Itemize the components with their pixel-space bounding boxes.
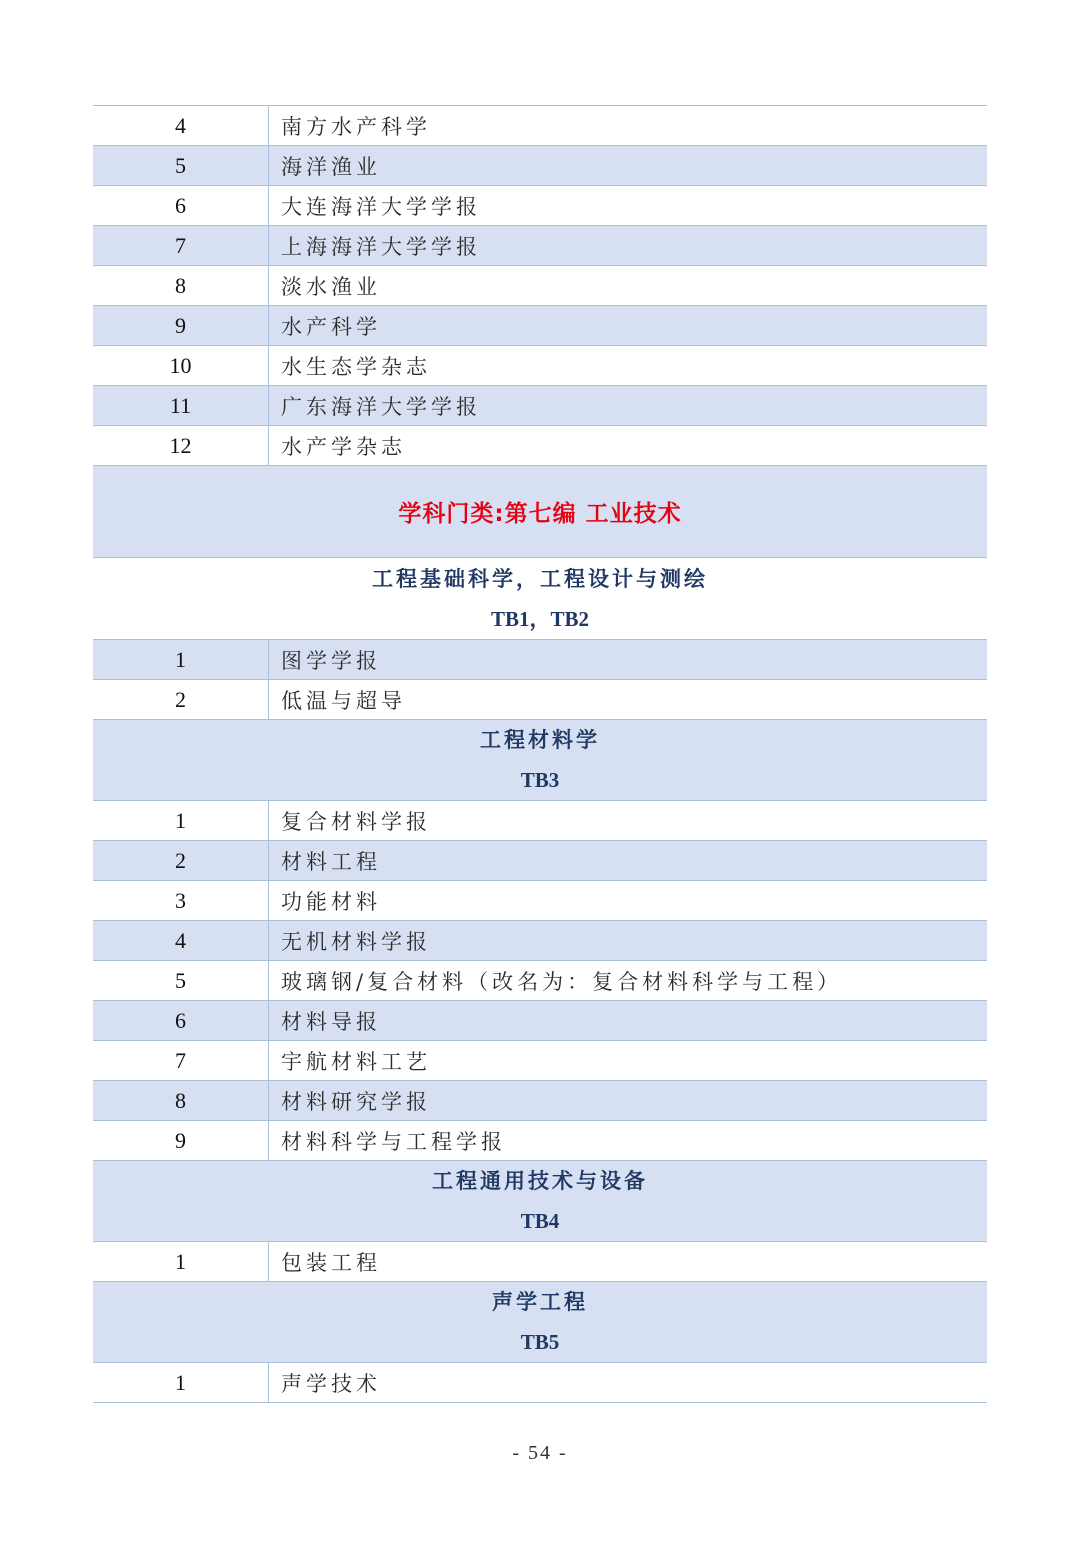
- journal-name: 上海海洋大学学报: [281, 234, 481, 259]
- table-row: [93, 186, 987, 226]
- row-number: 6: [93, 186, 269, 225]
- row-number: 2: [93, 841, 269, 880]
- journal-name: 低温与超导: [281, 688, 406, 713]
- row-number: 4: [93, 106, 269, 145]
- journal-name: 材料工程: [281, 849, 381, 874]
- row-number: 6: [93, 1001, 269, 1040]
- table-row: [93, 1363, 987, 1403]
- category-title: 工程基础科学，工程设计与测绘: [372, 566, 708, 591]
- table-row: [93, 841, 987, 881]
- row-number: 9: [93, 1121, 269, 1160]
- table-row: [93, 1081, 987, 1121]
- journal-name: 功能材料: [281, 889, 381, 914]
- table-row: [93, 881, 987, 921]
- section-title: 学科门类:第七编 工业技术: [398, 501, 682, 527]
- journal-name: 南方水产科学: [281, 114, 431, 139]
- journal-name: 材料研究学报: [281, 1089, 431, 1114]
- category-header: [93, 1161, 987, 1242]
- row-number: 5: [93, 146, 269, 185]
- table-row: [93, 346, 987, 386]
- row-number: 2: [93, 680, 269, 719]
- category-code: TB4: [520, 1209, 560, 1233]
- table-row: [93, 1242, 987, 1282]
- row-number: 7: [93, 226, 269, 265]
- table-row: [93, 426, 987, 466]
- row-number: 1: [93, 801, 269, 840]
- journal-name: 玻璃钢/复合材料（改名为：复合材料科学与工程）: [281, 969, 843, 994]
- row-number: 1: [93, 640, 269, 679]
- row-number: 9: [93, 306, 269, 345]
- table-row: [93, 1121, 987, 1161]
- row-number: 12: [93, 426, 269, 465]
- table-row: [93, 386, 987, 426]
- category-title: 工程材料学: [480, 728, 600, 752]
- journal-name: 水产学杂志: [281, 434, 406, 459]
- journal-name: 海洋渔业: [281, 154, 381, 179]
- row-number: 7: [93, 1041, 269, 1080]
- row-number: 8: [93, 266, 269, 305]
- table-row: [93, 306, 987, 346]
- journal-name: 材料导报: [281, 1009, 381, 1034]
- journal-name: 大连海洋大学学报: [281, 194, 481, 219]
- table-row: [93, 921, 987, 961]
- journal-table: [93, 105, 987, 1403]
- table-row: [93, 266, 987, 306]
- category-code: TB3: [520, 768, 560, 792]
- category-title: 工程通用技术与设备: [432, 1169, 648, 1193]
- journal-name: 声学技术: [281, 1371, 381, 1396]
- row-number: 10: [93, 346, 269, 385]
- journal-name: 宇航材料工艺: [281, 1049, 431, 1074]
- journal-name: 无机材料学报: [281, 929, 431, 954]
- table-row: [93, 146, 987, 186]
- table-row: [93, 106, 987, 146]
- journal-name: 水产科学: [281, 314, 381, 339]
- table-row: [93, 1041, 987, 1081]
- table-row: [93, 680, 987, 720]
- table-row: [93, 226, 987, 266]
- category-title: 声学工程: [492, 1290, 588, 1314]
- page-number: - 54 -: [512, 1442, 568, 1464]
- table-row: [93, 961, 987, 1001]
- row-number: 8: [93, 1081, 269, 1120]
- section-header: [93, 466, 987, 558]
- row-number: 5: [93, 961, 269, 1000]
- category-header: [93, 1282, 987, 1363]
- table-row: [93, 801, 987, 841]
- category-code: TB5: [520, 1330, 560, 1354]
- row-number: 4: [93, 921, 269, 960]
- row-number: 3: [93, 881, 269, 920]
- journal-name: 材料科学与工程学报: [281, 1129, 506, 1154]
- row-number: 1: [93, 1363, 269, 1402]
- journal-name: 水生态学杂志: [281, 354, 431, 379]
- journal-name: 广东海洋大学学报: [281, 394, 481, 419]
- journal-name: 淡水渔业: [281, 274, 381, 299]
- table-row: [93, 1001, 987, 1041]
- journal-name: 复合材料学报: [281, 809, 431, 834]
- row-number: 1: [93, 1242, 269, 1281]
- journal-name: 包装工程: [281, 1250, 381, 1275]
- table-row: [93, 640, 987, 680]
- category-code: TB1，TB2: [490, 606, 590, 631]
- category-header: [93, 720, 987, 801]
- row-number: 11: [93, 386, 269, 425]
- category-header: [93, 558, 987, 640]
- journal-name: 图学学报: [281, 648, 381, 673]
